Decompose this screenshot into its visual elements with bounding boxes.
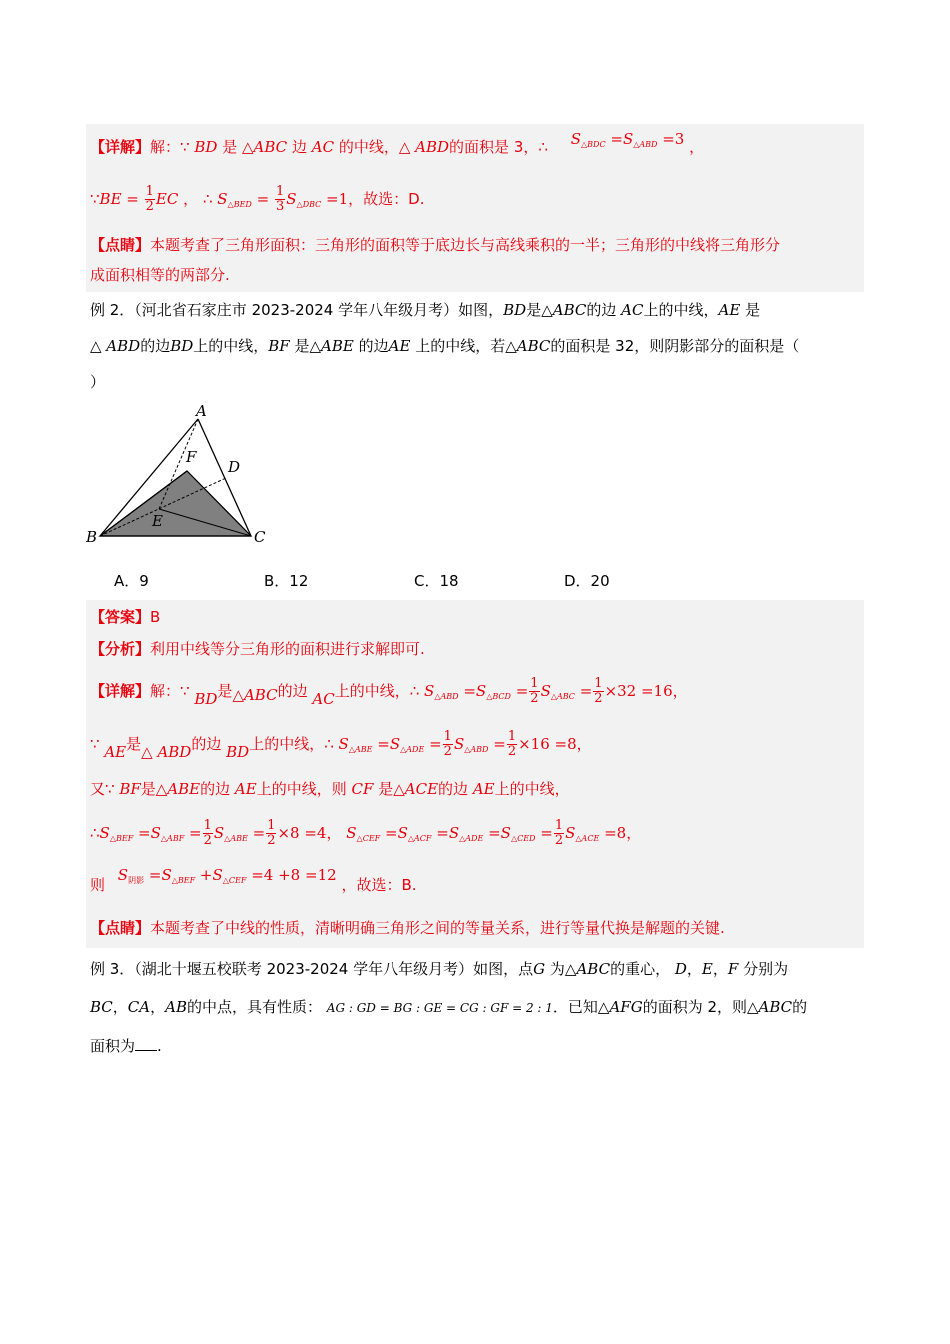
option-b: B．12 <box>264 572 309 590</box>
text: 则 <box>90 876 106 894</box>
answer-value: B <box>150 608 161 626</box>
text: 是 <box>126 735 142 753</box>
text: ， <box>689 138 705 156</box>
math: =8 <box>604 824 627 842</box>
geometry-figure <box>86 400 864 560</box>
option-c: C．18 <box>414 572 459 590</box>
math: EC <box>155 190 179 208</box>
math: AB <box>165 998 187 1016</box>
math: BC <box>90 998 113 1016</box>
detail2-line-3 <box>90 772 860 806</box>
text: 的边 <box>191 735 222 753</box>
text: 的面积是 <box>449 138 510 156</box>
text: 的边 <box>140 337 171 355</box>
detail-line-1 <box>90 126 860 168</box>
math: AE <box>472 780 495 798</box>
text: 本题考查了三角形面积：三角形的面积等于底边长与高线乘积的一半；三角形的中线将三角形分 <box>150 236 781 254</box>
label-B: B <box>86 528 98 546</box>
answer-options <box>114 566 714 596</box>
math-sub: △BDC <box>581 140 606 149</box>
text: 例 3．（湖北十堰五校联考 2023-2024 学年八年级月考）如图，点 <box>90 960 534 978</box>
math: AC <box>621 301 644 319</box>
text: 是 <box>745 301 761 319</box>
text: 上的中线， <box>193 337 269 355</box>
math: △ABC <box>564 960 611 978</box>
text: ， <box>326 824 342 842</box>
text: 为 <box>549 960 565 978</box>
because-symbol: ∵ <box>180 682 190 700</box>
math-sub: △BEF <box>171 876 196 885</box>
detail2-line-4: $\therefore S_{\triangle BEF} =S_{\triangle ABF}$ = $\frac{1}{2}$ $S_{\triangle ABE}$ = $\frac{1}{2}$ ×8 =4， $S_{\triangle CEF} =S_{\triangle ACF} =S_{\triangle ADE} =S_{\triangle CED}$ = $\frac{1}{2}$ $S_{\triangle ACE} =8$， <box>90 818 642 848</box>
solution-box-2 <box>86 600 864 948</box>
text: 是 <box>526 301 542 319</box>
math: F <box>727 960 739 978</box>
math: AE <box>104 743 127 761</box>
label-E: E <box>152 512 163 530</box>
text: 上的中线， <box>334 682 410 700</box>
math: △ABE <box>155 780 201 798</box>
math-sub: △ABE <box>348 745 373 754</box>
text: 是 <box>217 682 233 700</box>
text: 3 <box>513 138 524 156</box>
text: ，故选：D. <box>348 190 425 208</box>
text: ， <box>626 824 642 842</box>
text: 分别为 <box>743 960 789 978</box>
fraction <box>145 185 155 214</box>
math-sub: △ABD <box>633 140 658 149</box>
label-A: A <box>196 402 207 420</box>
text: 解： <box>150 138 181 156</box>
numerator: 1 <box>275 184 285 199</box>
triangle-figure-svg <box>86 400 286 560</box>
math-sub: △ABE <box>224 834 248 843</box>
text: 的边 <box>200 780 231 798</box>
text: 的面积是 32，则阴影部分的面积是（ <box>550 337 800 355</box>
analysis-line <box>90 632 860 666</box>
math: =1 <box>326 190 349 208</box>
text: 是 <box>140 780 156 798</box>
math-sub: △ABD <box>464 745 489 754</box>
math: AE <box>718 301 741 319</box>
text: 的中点，具有性质： <box>186 998 322 1016</box>
text: 利用中线等分三角形的面积进行求解即可. <box>150 640 425 658</box>
answer-tag: 【答案】 <box>90 608 151 626</box>
math: BD <box>503 301 527 319</box>
math: ×16 =8 <box>518 735 577 753</box>
text: ， <box>523 138 539 156</box>
math: ×8 =4 <box>277 824 327 842</box>
math: △ABC <box>242 138 288 156</box>
fraction <box>275 185 285 214</box>
text: 的 <box>792 998 808 1016</box>
detail-tag: 【详解】 <box>90 682 151 700</box>
math: E <box>701 960 713 978</box>
text: 上的中线， <box>256 780 332 798</box>
math: + <box>199 866 213 884</box>
detail2-line-1: 【详解】解：∵ BD是△ABC的边 AC上的中线，∴ $S_{\triangle ABD} =S_{\triangle BCD}$ = $\frac{1}{2}$ $S_{\triangle ABC}$ = $\frac{1}{2}$ ×32 =16， <box>90 676 688 708</box>
therefore-symbol: ∴ <box>538 138 548 156</box>
math: △ABC <box>541 301 587 319</box>
math: △ ABD <box>141 743 192 761</box>
math: △AFG <box>597 998 643 1016</box>
math: △ABE <box>309 337 354 355</box>
math: S <box>622 130 634 148</box>
detail2-line-2: ∵ AE是△ ABD的边 BD上的中线，∴ $S_{\triangle ABE} =S_{\triangle ADE}$ = $\frac{1}{2}$ $S_{\triangle ABD}$ = $\frac{1}{2}$ ×16 =8， <box>90 729 592 761</box>
denominator: 2 <box>145 199 154 214</box>
option-d: D．20 <box>564 572 610 590</box>
math: △ABC <box>747 998 793 1016</box>
math: BE = <box>99 190 139 208</box>
because-symbol: ∵ <box>90 735 100 753</box>
math: AC <box>311 138 335 156</box>
math-sub: △ABF <box>160 834 185 843</box>
text: ， <box>112 998 128 1016</box>
text: 是 <box>222 138 238 156</box>
label-F: F <box>186 448 197 466</box>
text: ， <box>712 960 728 978</box>
math: = <box>610 130 623 148</box>
math: S <box>286 190 297 208</box>
math: S <box>217 190 228 208</box>
math-sub: △CED <box>510 834 536 843</box>
text: ，故选：B. <box>341 876 417 894</box>
text: 边 <box>291 138 307 156</box>
example-2 <box>86 292 864 400</box>
analysis-tag: 【分析】 <box>90 640 151 658</box>
math: △ACE <box>393 780 439 798</box>
text: 的边 <box>277 682 308 700</box>
example-3 <box>86 950 864 1065</box>
math: BD <box>194 690 218 708</box>
text: ．已知 <box>552 998 598 1016</box>
math-sub: △ABD <box>434 692 459 701</box>
text: . <box>157 1037 162 1055</box>
math: △ABC <box>505 337 551 355</box>
denominator: 3 <box>275 199 285 214</box>
text: 则 <box>331 780 347 798</box>
numerator: 1 <box>145 184 154 199</box>
because-symbol: ∵ <box>90 190 100 208</box>
text: 的面积为 2，则 <box>642 998 747 1016</box>
therefore-symbol: ∴ <box>409 682 420 700</box>
label-C: C <box>254 528 266 546</box>
math: AG : GD = BG : GE = CG : GF = 2 : 1 <box>326 1001 553 1015</box>
text: ， <box>686 960 702 978</box>
because-symbol: ∵ <box>180 138 190 156</box>
answer-line <box>90 602 860 632</box>
point-tag: 【点睛】 <box>90 919 151 937</box>
text: 是 <box>378 780 394 798</box>
math: BD <box>194 138 218 156</box>
label-D: D <box>228 458 241 476</box>
math: G <box>533 960 546 978</box>
point-tag: 【点睛】 <box>90 236 151 254</box>
detail2-line-5: 则 $S_{阴影} =S_{\triangle BEF} +S_{\triangle CEF} =4 +8 =12$ ，故选：B. <box>90 866 417 894</box>
math: AE <box>234 780 257 798</box>
math: D <box>674 960 687 978</box>
text: 例 2．（河北省石家庄市 2023-2024 学年八年级月考）如图， <box>90 301 504 319</box>
therefore-symbol: ∴ <box>90 824 100 842</box>
text: 是 <box>294 337 310 355</box>
math: AE <box>388 337 411 355</box>
text: ， <box>576 735 592 753</box>
therefore-symbol: ∴ <box>202 190 213 208</box>
math: BD <box>226 743 250 761</box>
text: 的边 <box>358 337 389 355</box>
text: ， <box>183 190 199 208</box>
math: =4 +8 =12 <box>251 866 337 884</box>
detail-tag: 【详解】 <box>90 138 151 156</box>
point-paragraph-2 <box>90 910 860 948</box>
solution-box-1 <box>86 124 864 292</box>
point-paragraph-1 <box>90 230 860 292</box>
math-sub: △BCD <box>486 692 511 701</box>
answer-blank[interactable] <box>135 1038 157 1051</box>
page-content <box>86 124 864 1065</box>
text: 的边 <box>586 301 617 319</box>
text: ， <box>150 998 166 1016</box>
math: △ABC <box>232 686 278 704</box>
math: BF <box>119 780 141 798</box>
math: BF <box>268 337 290 355</box>
math: =3 <box>662 130 685 148</box>
text: 面积为 <box>90 1037 136 1055</box>
text: ， <box>672 682 688 700</box>
math: ×32 =16 <box>604 682 673 700</box>
text: 又∵ <box>90 780 115 798</box>
text: 本题考查了中线的性质，清晰明确三角形之间的等量关系，进行等量代换是解题的关键. <box>150 919 725 937</box>
option-a: A．9 <box>114 572 149 590</box>
text: 的中线， <box>338 138 399 156</box>
text: 成面积相等的两部分. <box>90 266 230 284</box>
therefore-symbol: ∴ <box>324 735 334 753</box>
text: 解： <box>150 682 181 700</box>
math: CF <box>351 780 374 798</box>
math-sub: 阴影 <box>128 876 145 885</box>
text: 上的中线， <box>494 780 570 798</box>
text: 上的中线，若 <box>415 337 506 355</box>
text: 的重心， <box>610 960 671 978</box>
math-sub: △CEF <box>356 834 381 843</box>
math: S <box>570 130 581 148</box>
math-sub: △ADE <box>459 834 484 843</box>
math-sub: △DBC <box>296 200 322 209</box>
text: 上的中线， <box>643 301 719 319</box>
text: ） <box>90 373 106 391</box>
math-sub: △BEF <box>109 834 134 843</box>
math: △ ABD <box>398 138 450 156</box>
math: AC <box>312 690 335 708</box>
math-sub: △ACE <box>575 834 600 843</box>
math-sub: △CEF <box>222 876 247 885</box>
math-sub: △ACF <box>407 834 432 843</box>
math-sub: △BED <box>227 200 252 209</box>
math: BD <box>170 337 194 355</box>
math: △ ABD <box>90 337 141 355</box>
text: 的边 <box>438 780 469 798</box>
math: CA <box>127 998 151 1016</box>
math-sub: △ADE <box>400 745 425 754</box>
math-sub: △ABC <box>550 692 575 701</box>
detail-line-2 <box>90 168 860 230</box>
text: 上的中线， <box>249 735 325 753</box>
math: = <box>256 190 270 208</box>
